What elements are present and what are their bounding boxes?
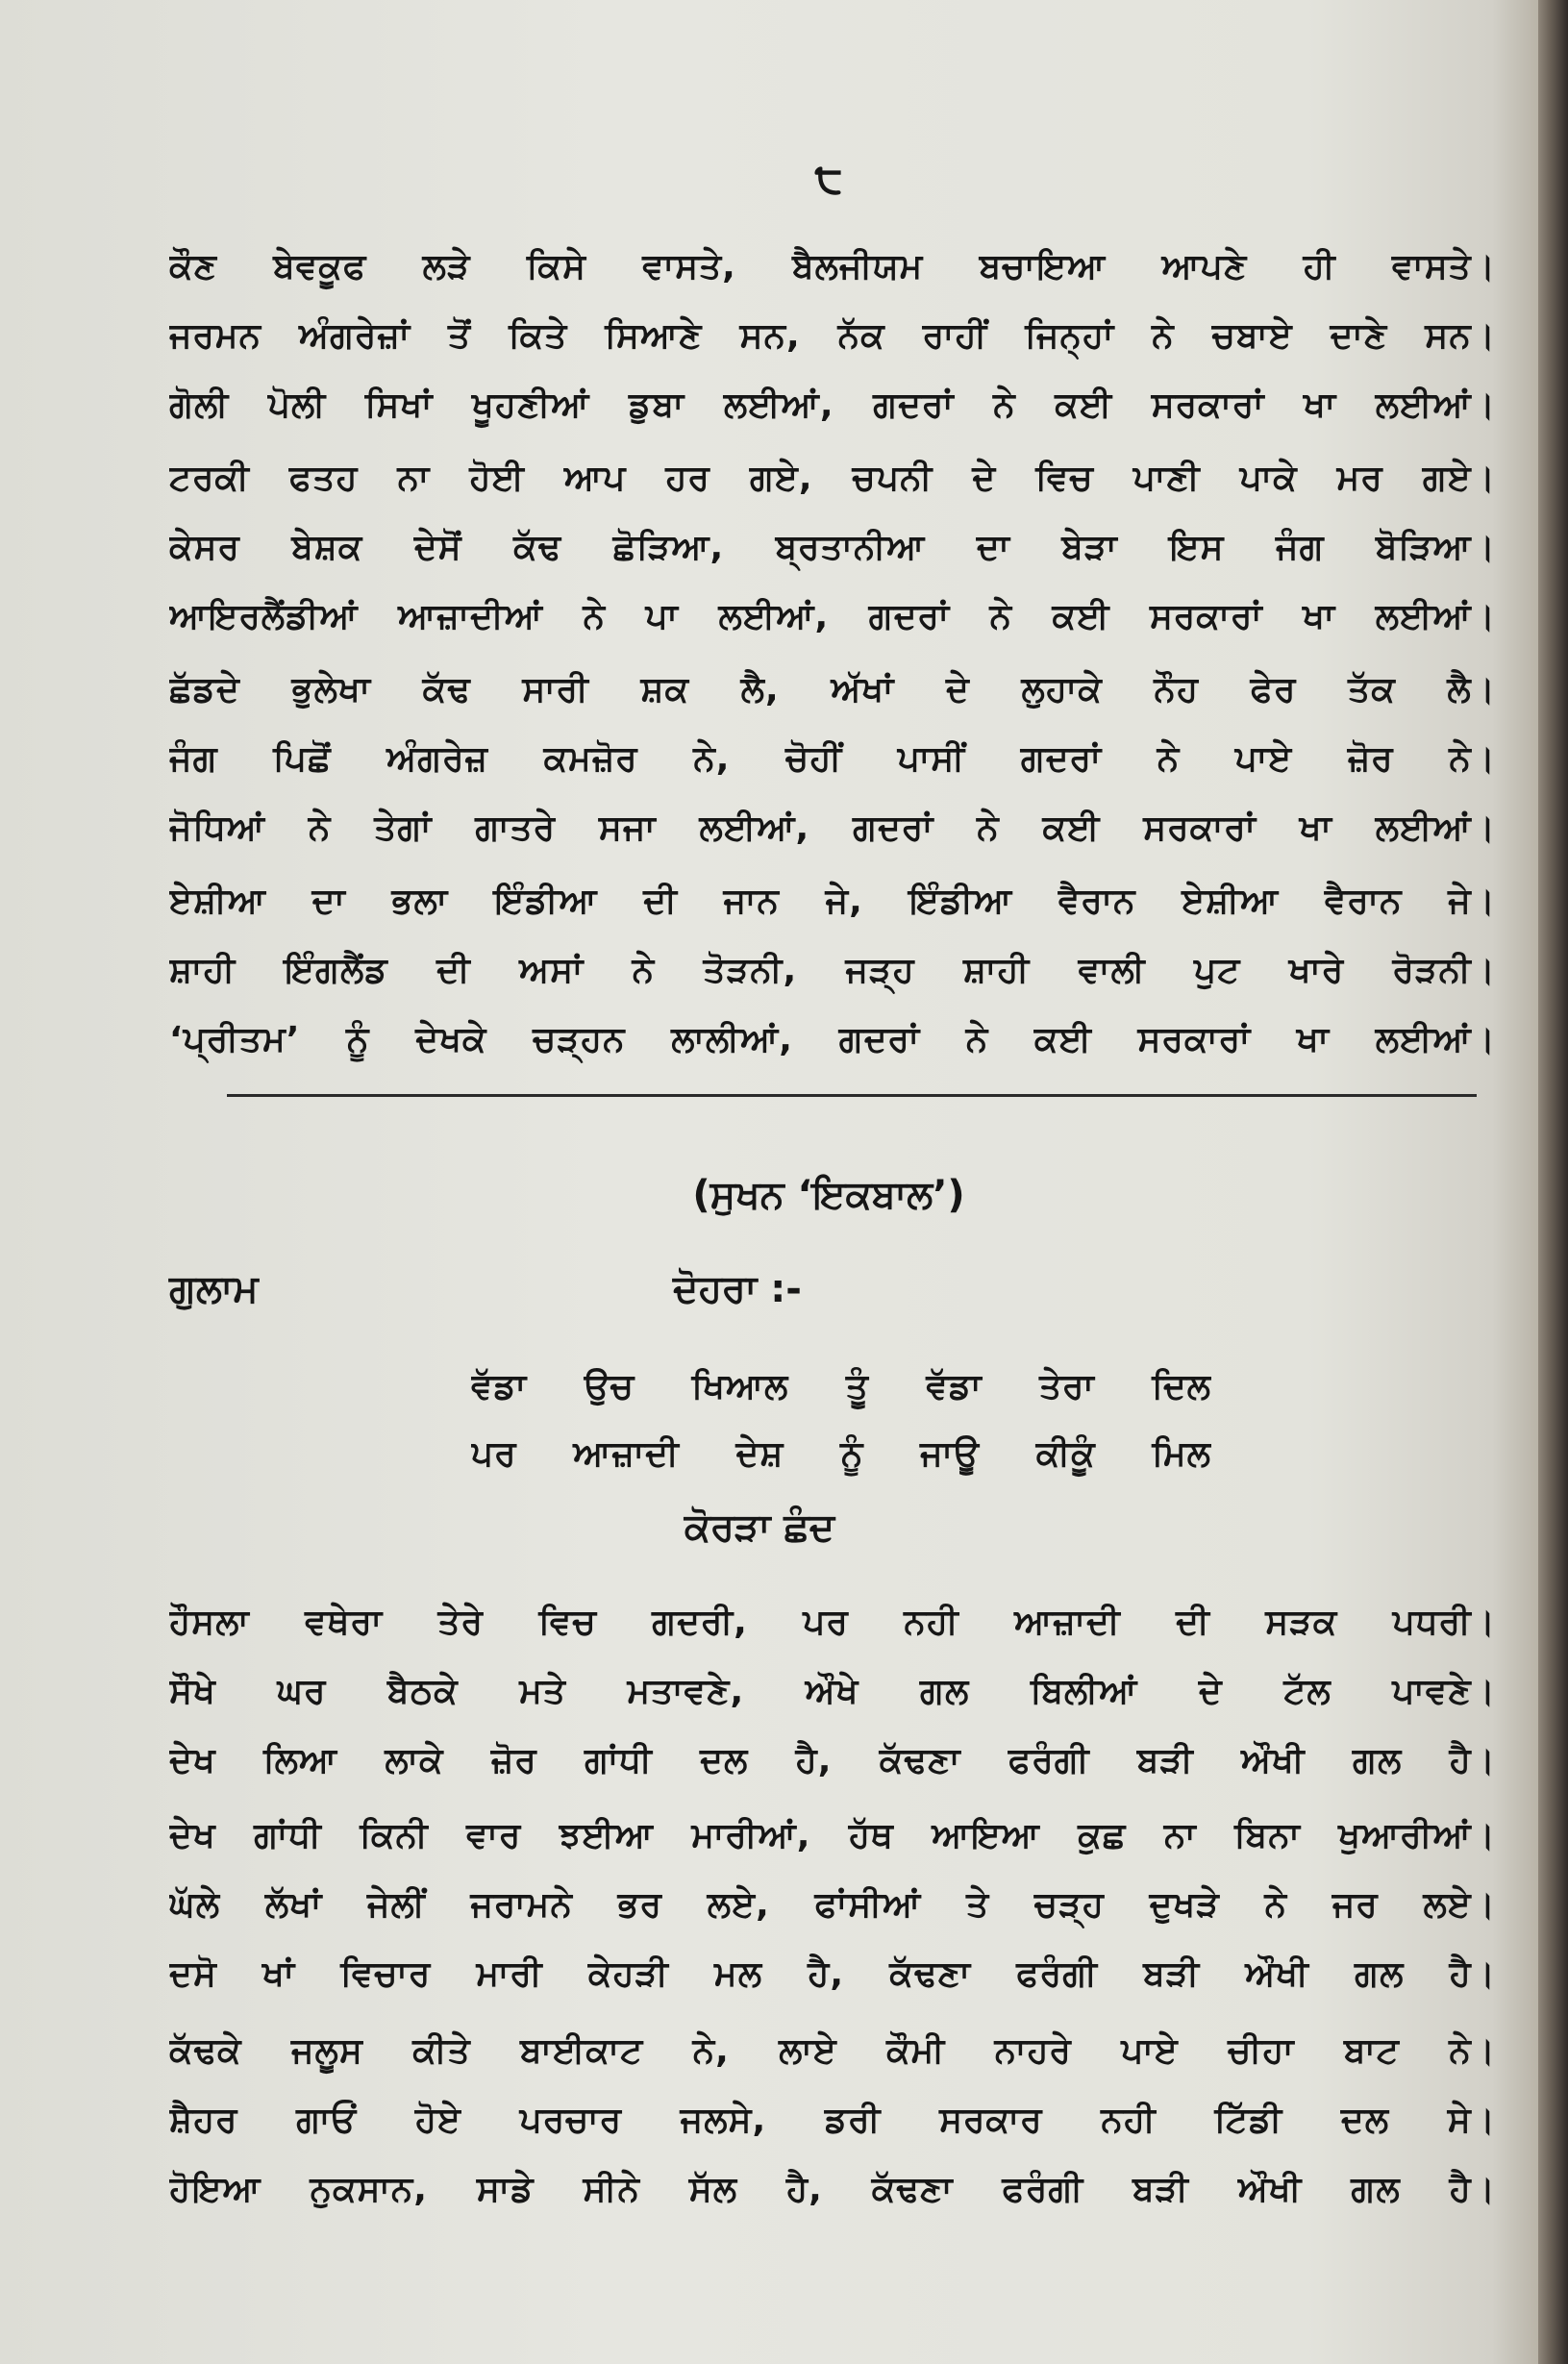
dohra-couplet — [471, 1354, 1211, 1488]
stanza-6 — [169, 1802, 1496, 2009]
verse-line: ਆਇਰਲੈਂਡੀਆਂ ਆਜ਼ਾਦੀਆਂ ਨੇ ਪਾ ਲਈਆਂ, ਗਦਰਾਂ ਨੇ ਕਈ ਸਰਕਾਰਾਂ ਖਾ ਲਈਆਂ। — [169, 597, 1496, 636]
verse-line: ਜੰਗ ਪਿਛੋਂ ਅੰਗਰੇਜ਼ ਕਮਜ਼ੋਰ ਨੇ, ਚੋਹੀਂ ਪਾਸੀਂ ਗਦਰਾਂ ਨੇ ਪਾਏ ਜ਼ੋਰ ਨੇ। — [169, 739, 1496, 779]
verse-line: ਜਰਮਨ ਅੰਗਰੇਜ਼ਾਂ ਤੋਂ ਕਿਤੇ ਸਿਆਣੇ ਸਨ, ਨੱਕ ਰਾਹੀਂ ਜਿਨ੍ਹਾਂ ਨੇ ਚਬਾਏ ਦਾਣੇ ਸਨ। — [169, 316, 1496, 356]
verse-line: ਛੱਡਦੇ ਭੁਲੇਖਾ ਕੱਢ ਸਾਰੀ ਸ਼ਕ ਲੈ, ਅੱਖਾਂ ਦੇ ਲੁਹਾਕੇ ਨੌਹ ਫੇਰ ਤੱਕ ਲੈ। — [169, 670, 1496, 709]
section-divider — [227, 1094, 1477, 1097]
verse-line: ਦੇਖ ਗਾਂਧੀ ਕਿਨੀ ਵਾਰ ਝਈਆ ਮਾਰੀਆਂ, ਹੱਥ ਆਇਆ ਕੁਛ ਨਾ ਬਿਨਾ ਖੁਆਰੀਆਂ। — [169, 1816, 1496, 1855]
verse-line: ਗੋਲੀ ਪੋਲੀ ਸਿਖਾਂ ਖੂਹਣੀਆਂ ਡੁਬਾ ਲਈਆਂ, ਗਦਰਾਂ ਨੇ ਕਈ ਸਰਕਾਰਾਂ ਖਾ ਲਈਆਂ। — [169, 386, 1496, 425]
verse-line: ਹੋਇਆ ਨੁਕਸਾਨ, ਸਾਡੇ ਸੀਨੇ ਸੱਲ ਹੈ, ਕੱਢਣਾ ਫਰੰਗੀ ਬੜੀ ਔਖੀ ਗਲ ਹੈ। — [169, 2170, 1496, 2209]
verse-line: ‘ਪ੍ਰੀਤਮ’ ਨੂੰ ਦੇਖਕੇ ਚੜ੍ਹਨ ਲਾਲੀਆਂ, ਗਦਰਾਂ ਨੇ ਕਈ ਸਰਕਾਰਾਂ ਖਾ ਲਈਆਂ। — [169, 1020, 1496, 1059]
verse-line: ਹੌਸਲਾ ਵਥੇਰਾ ਤੇਰੇ ਵਿਚ ਗਦਰੀ, ਪਰ ਨਹੀ ਆਜ਼ਾਦੀ ਦੀ ਸੜਕ ਪਧਰੀ। — [169, 1603, 1496, 1642]
verse-line: ਕੇਸਰ ਬੇਸ਼ਕ ਦੇਸੋਂ ਕੱਢ ਛੋੜਿਆ, ਬ੍ਰਤਾਨੀਆ ਦਾ ਬੇੜਾ ਇਸ ਜੰਗ ਬੋੜਿਆ। — [169, 528, 1496, 567]
verse-line: ਸੌਖੇ ਘਰ ਬੈਠਕੇ ਮਤੇ ਮਤਾਵਣੇ, ਔਖੇ ਗਲ ਬਿਲੀਆਂ ਦੇ ਟੱਲ ਪਾਵਣੇ। — [169, 1672, 1496, 1711]
verse-line: ਸ਼ਾਹੀ ਇੰਗਲੈਂਡ ਦੀ ਅਸਾਂ ਨੇ ਤੋੜਨੀ, ਜੜ੍ਹ ਸ਼ਾਹੀ ਵਾਲੀ ਪੁਟ ਖਾਰੇ ਰੋੜਨੀ। — [169, 951, 1496, 990]
stanza-2 — [169, 444, 1496, 652]
dohra-heading: ਦੋਹਰਾ :- — [673, 1267, 802, 1311]
stanza-4 — [169, 867, 1496, 1075]
stanza-3 — [169, 656, 1496, 863]
verse-line: ਸ਼ੈਹਰ ਗਾਓਂ ਹੋਏ ਪਰਚਾਰ ਜਲਸੇ, ਡਰੀ ਸਰਕਾਰ ਨਹੀ ਟਿੱਡੀ ਦਲ ਸੇ। — [169, 2101, 1496, 2140]
verse-line: ਘੱਲੇ ਲੱਖਾਂ ਜੇਲੀਂ ਜਰਾਮਨੇ ਭਰ ਲਏ, ਫਾਂਸੀਆਂ ਤੇ ਚੜ੍ਹ ਦੁਖੜੇ ਨੇ ਜਰ ਲਏ। — [169, 1885, 1496, 1925]
page-number: ੮ — [814, 154, 843, 203]
verse-line: ਟਰਕੀ ਫਤਹ ਨਾ ਹੋਈ ਆਪ ਹਰ ਗਏ, ਚਪਨੀ ਦੇ ਵਿਚ ਪਾਣੀ ਪਾਕੇ ਮਰ ਗਏ। — [169, 459, 1496, 498]
couplet-line: ਪਰ ਆਜ਼ਾਦੀ ਦੇਸ਼ ਨੂੰ ਜਾਊ ਕੀਕੂੰ ਮਿਲ — [471, 1434, 1211, 1474]
verse-line: ਜੋਧਿਆਂ ਨੇ ਤੇਗਾਂ ਗਾਤਰੇ ਸਜਾ ਲਈਆਂ, ਗਦਰਾਂ ਨੇ ਕਈ ਸਰਕਾਰਾਂ ਖਾ ਲਈਆਂ। — [169, 809, 1496, 848]
verse-line: ਕੱਢਕੇ ਜਲੂਸ ਕੀਤੇ ਬਾਈਕਾਟ ਨੇ, ਲਾਏ ਕੌਮੀ ਨਾਹਰੇ ਪਾਏ ਚੀਹਾ ਬਾਟ ਨੇ। — [169, 2031, 1496, 2071]
verse-line: ਏਸ਼ੀਆ ਦਾ ਭਲਾ ਇੰਡੀਆ ਦੀ ਜਾਨ ਜੇ, ਇੰਡੀਆ ਵੈਰਾਨ ਏਸ਼ੀਆ ਵੈਰਾਨ ਜੇ। — [169, 882, 1496, 921]
stanza-7 — [169, 2017, 1496, 2225]
book-edge — [1538, 0, 1568, 2364]
korda-heading: ਕੋਰੜਾ ਛੰਦ — [684, 1505, 835, 1550]
attribution: (ਸੁਖਨ ‘ਇਕਬਾਲ’) — [692, 1173, 965, 1217]
speaker-label: ਗੁਲਾਮ — [169, 1267, 259, 1311]
verse-line: ਕੌਣ ਬੇਵਕੂਫ ਲੜੇ ਕਿਸੇ ਵਾਸਤੇ, ਬੈਲਜੀਯਮ ਬਚਾਇਆ ਆਪਣੇ ਹੀ ਵਾਸਤੇ। — [169, 247, 1496, 286]
stanza-1 — [169, 233, 1496, 440]
couplet-line: ਵੱਡਾ ਉਚ ਖਿਆਲ ਤੂੰ ਵੱਡਾ ਤੇਰਾ ਦਿਲ — [471, 1367, 1211, 1406]
verse-line: ਦੇਖ ਲਿਆ ਲਾਕੇ ਜ਼ੋਰ ਗਾਂਧੀ ਦਲ ਹੈ, ਕੱਢਣਾ ਫਰੰਗੀ ਬੜੀ ਔਖੀ ਗਲ ਹੈ। — [169, 1741, 1496, 1780]
verse-line: ਦਸੋ ਖਾਂ ਵਿਚਾਰ ਮਾਰੀ ਕੇਹੜੀ ਮਲ ਹੈ, ਕੱਢਣਾ ਫਰੰਗੀ ਬੜੀ ਔਖੀ ਗਲ ਹੈ। — [169, 1954, 1496, 1994]
stanza-5 — [169, 1588, 1496, 1796]
